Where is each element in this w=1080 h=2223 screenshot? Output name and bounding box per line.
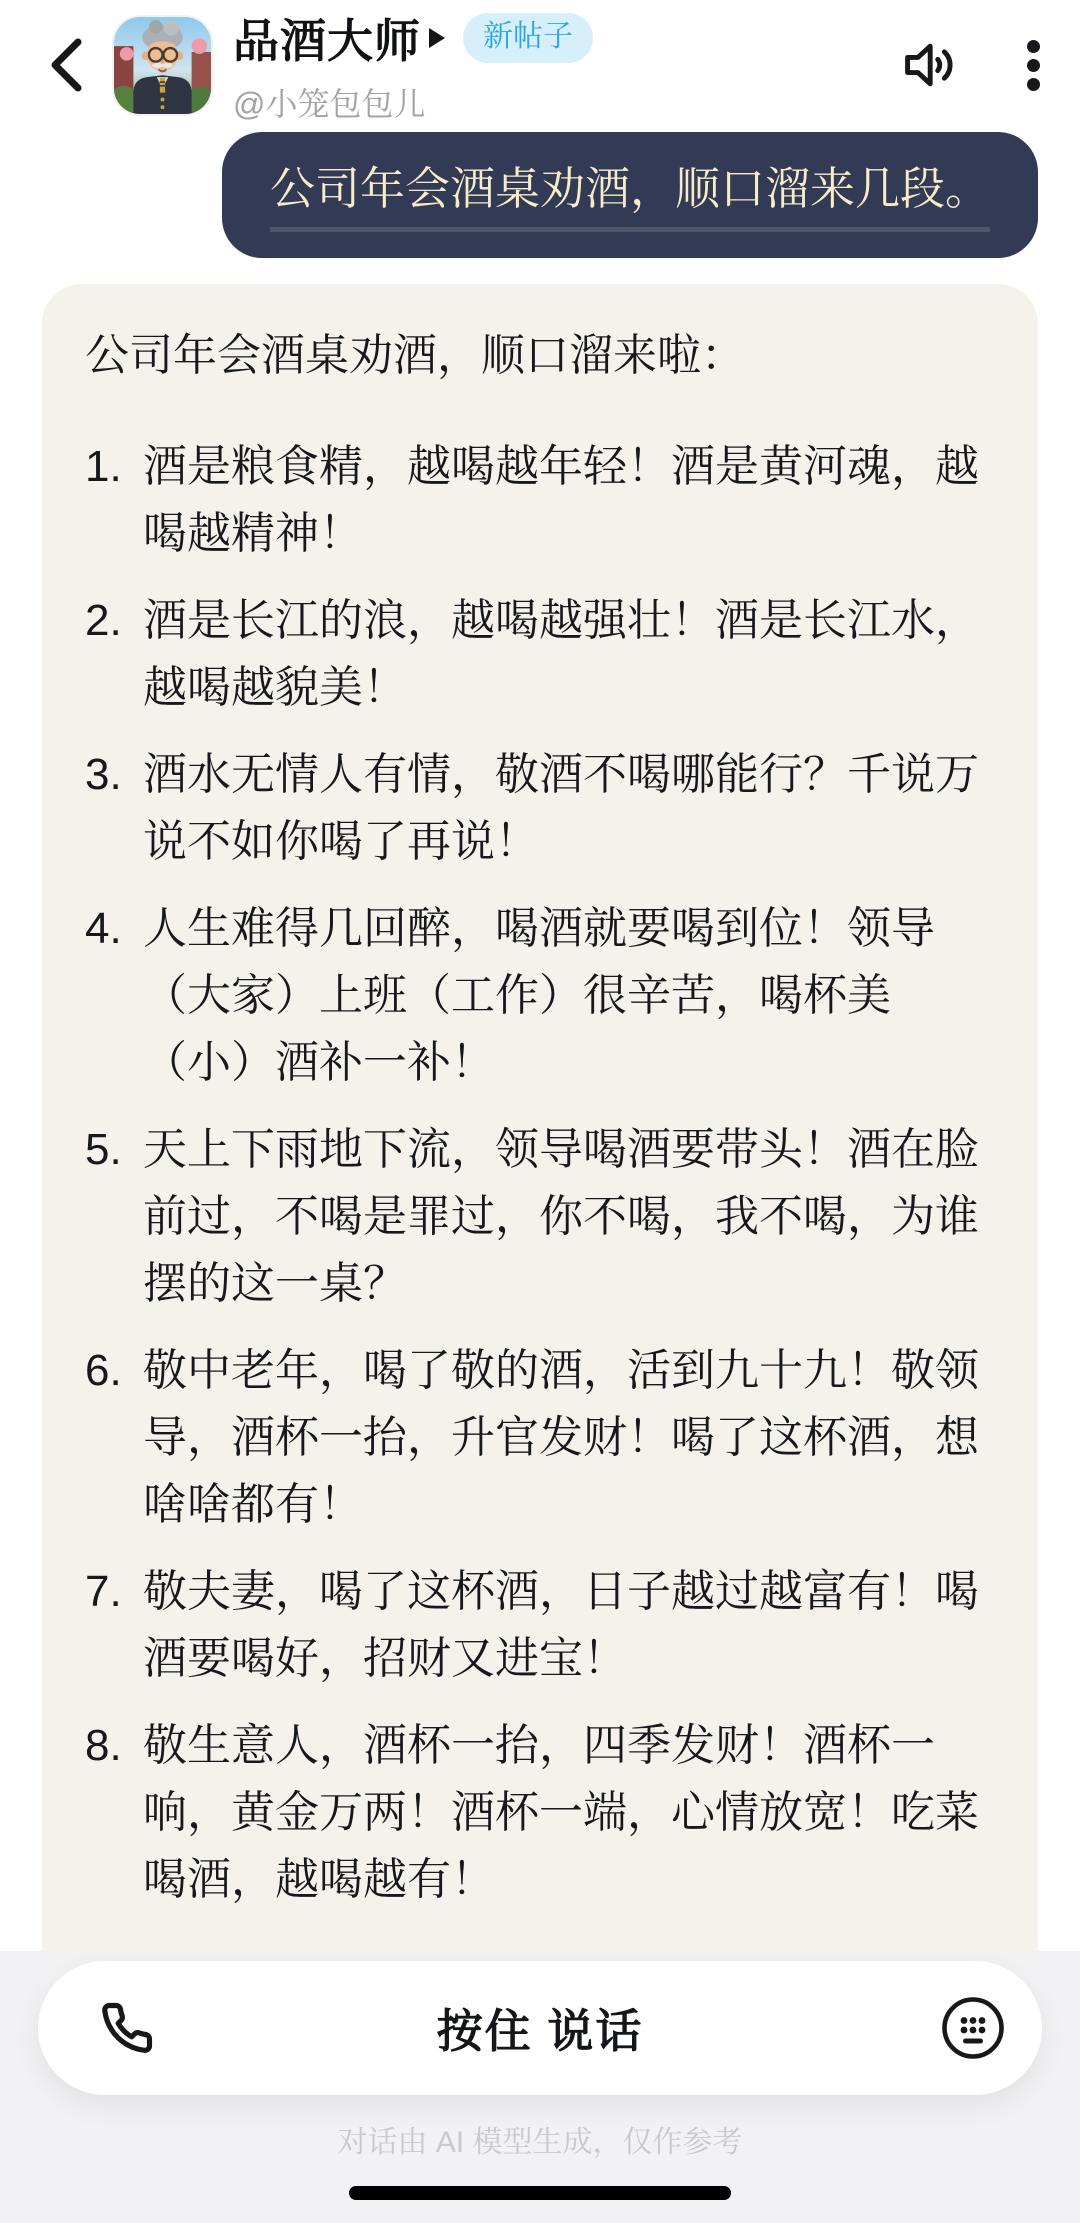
list-item-number: 7. bbox=[85, 1567, 122, 1617]
input-footer bbox=[0, 1951, 1080, 2223]
list-item-text: 敬夫妻，喝了这杯酒，日子越过越富有！喝酒要喝好，招财又进宝！ bbox=[143, 1567, 979, 1684]
list-item-number: 3. bbox=[85, 750, 122, 800]
list-item-text: 天上下雨地下流，领导喝酒要带头！酒在脸前过，不喝是罪过，你不喝，我不喝，为谁摆的这一桌？ bbox=[143, 1125, 979, 1309]
list-item-number: 6. bbox=[85, 1346, 122, 1396]
list-item bbox=[85, 1712, 993, 1913]
list-item-number: 8. bbox=[85, 1721, 122, 1771]
list-item bbox=[85, 895, 993, 1096]
home-indicator[interactable] bbox=[349, 2186, 731, 2200]
speaker-button[interactable] bbox=[901, 37, 965, 93]
list-item-number: 1. bbox=[85, 442, 122, 492]
back-chevron-icon bbox=[48, 36, 84, 94]
list-item bbox=[85, 1558, 993, 1692]
list-item bbox=[85, 587, 993, 721]
list-item-text: 人生难得几回醉，喝酒就要喝到位！领导（大家）上班（工作）很辛苦，喝杯美（小）酒补一补！ bbox=[143, 904, 935, 1088]
more-menu-button[interactable] bbox=[1021, 36, 1046, 95]
user-message-text: 公司年会酒桌劝酒，顺口溜来几段。 bbox=[270, 162, 990, 232]
speaker-icon bbox=[901, 37, 965, 93]
new-post-badge[interactable]: 新帖子 bbox=[463, 13, 593, 63]
back-button[interactable] bbox=[44, 33, 88, 97]
list-item bbox=[85, 433, 993, 567]
keyboard-icon bbox=[940, 1995, 1006, 2061]
list-item-number: 4. bbox=[85, 904, 122, 954]
bot-handle: @小笼包包儿 bbox=[233, 86, 426, 122]
list-item bbox=[85, 741, 993, 875]
list-item-number: 2. bbox=[85, 596, 122, 646]
list-item-number: 5. bbox=[85, 1125, 122, 1175]
user-message-bubble[interactable] bbox=[222, 132, 1038, 258]
chat-header bbox=[0, 0, 1080, 120]
assistant-list bbox=[85, 433, 993, 1913]
list-item bbox=[85, 1337, 993, 1538]
list-item-text: 酒是长江的浪，越喝越强壮！酒是长江水，越喝越貌美！ bbox=[143, 596, 979, 713]
hold-to-talk-button[interactable] bbox=[38, 1961, 1042, 2095]
assistant-intro: 公司年会酒桌劝酒，顺口溜来啦： bbox=[85, 331, 745, 381]
list-item-text: 酒是粮食精，越喝越年轻！酒是黄河魂，越喝越精神！ bbox=[143, 442, 979, 559]
bot-title-block bbox=[233, 5, 593, 125]
kebab-menu-icon bbox=[1027, 59, 1040, 72]
keyboard-toggle-button[interactable] bbox=[940, 1995, 1006, 2061]
kebab-menu-icon bbox=[1027, 78, 1040, 91]
list-item-text: 敬中老年，喝了敬的酒，活到九十九！敬领导，酒杯一抬，升官发财！喝了这杯酒，想啥啥都有！ bbox=[143, 1346, 979, 1530]
expand-arrow-icon bbox=[429, 28, 445, 48]
list-item bbox=[85, 1116, 993, 1317]
bot-avatar-image bbox=[114, 17, 211, 114]
list-item-text: 酒水无情人有情，敬酒不喝哪能行？千说万说不如你喝了再说！ bbox=[143, 750, 979, 867]
hold-to-talk-label: 按住 说话 bbox=[436, 2005, 644, 2057]
list-item-text: 敬生意人，酒杯一抬，四季发财！酒杯一响，黄金万两！酒杯一端，心情放宽！吃菜喝酒，越喝越有！ bbox=[143, 1721, 979, 1905]
assistant-message-bubble bbox=[42, 284, 1038, 1985]
user-message-row bbox=[42, 132, 1038, 258]
bot-name: 品酒大师 bbox=[233, 15, 421, 67]
chat-area bbox=[0, 132, 1080, 1985]
bot-avatar[interactable] bbox=[114, 17, 211, 114]
kebab-menu-icon bbox=[1027, 40, 1040, 53]
ai-disclaimer: 对话由 AI 模型生成，仅作参考 bbox=[337, 2126, 743, 2159]
